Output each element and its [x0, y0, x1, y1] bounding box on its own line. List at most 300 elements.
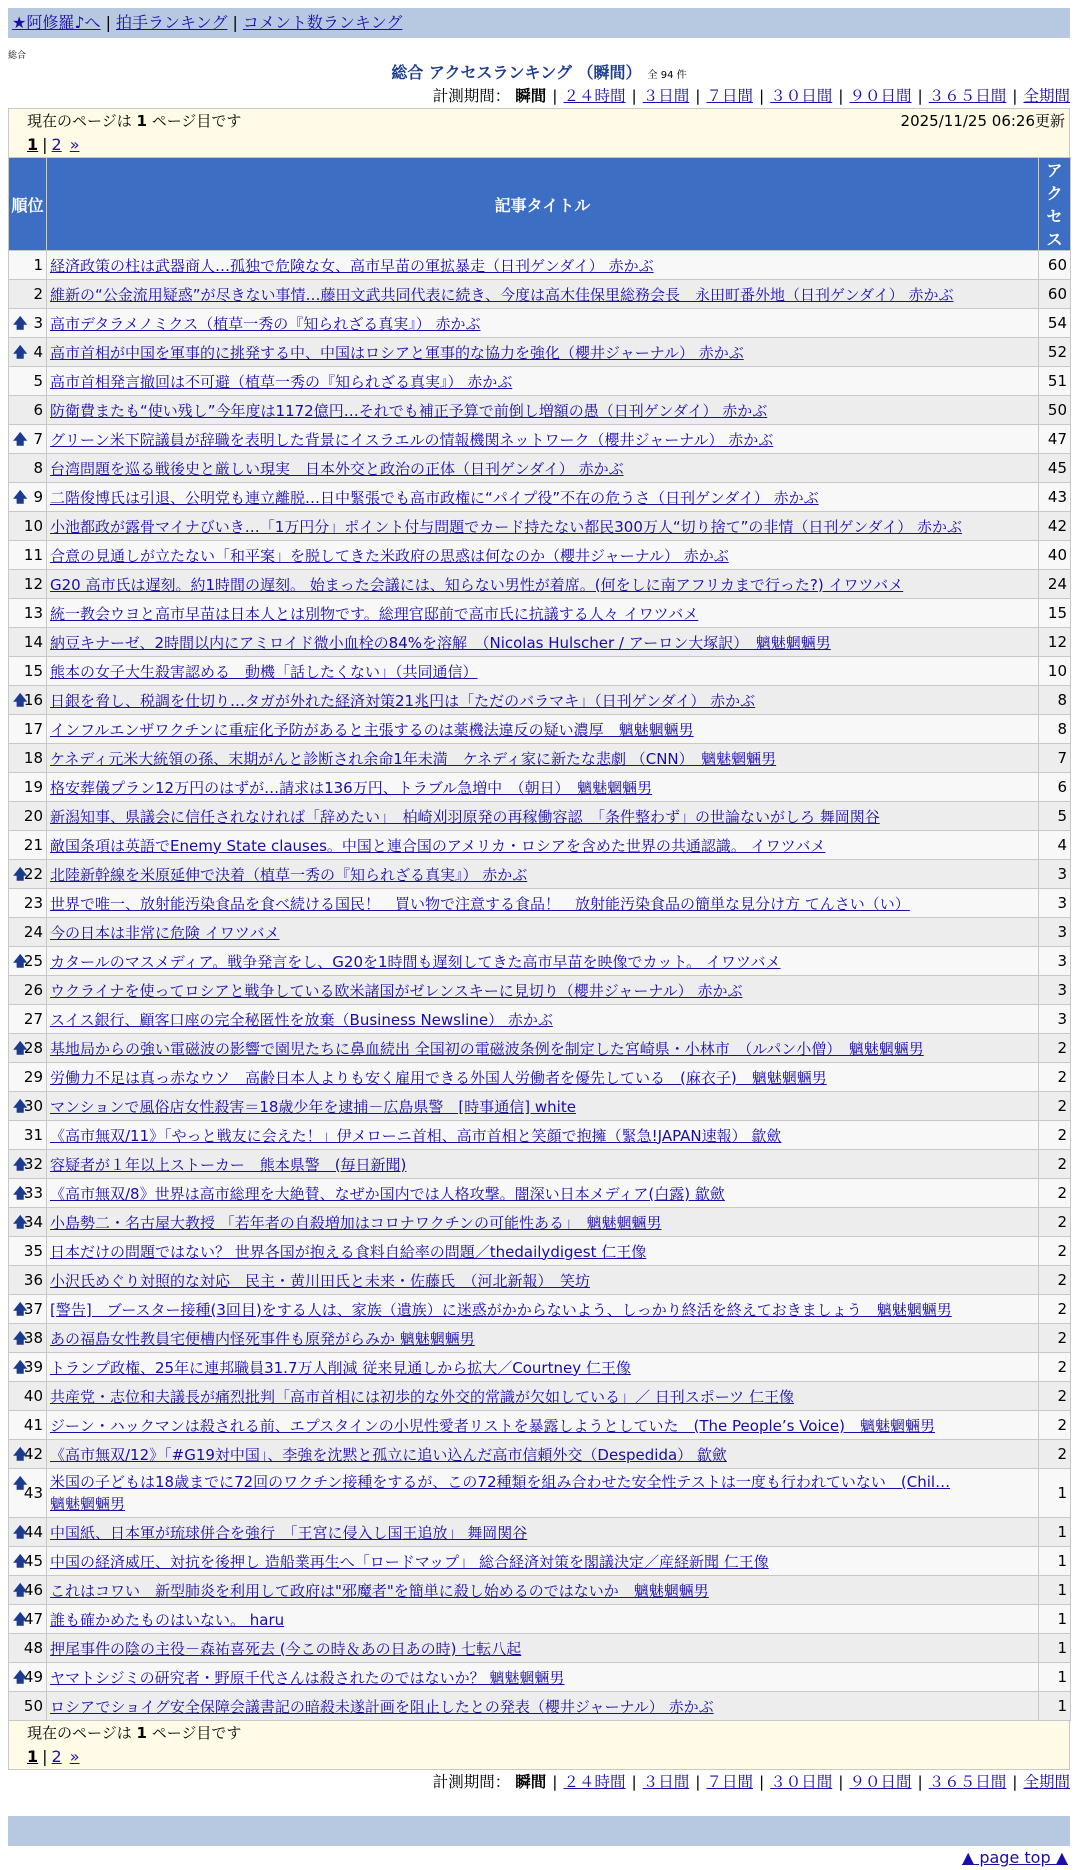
- article-link[interactable]: ジーン・ハックマンは殺される前、エプスタインの小児性愛者リストを暴露しようとしていた (The People’s Voice) 魑魅魍魎男: [50, 1416, 935, 1435]
- title-header: 記事タイトル: [47, 158, 1039, 251]
- access-count: 40: [1039, 541, 1071, 570]
- access-count: 52: [1039, 338, 1071, 367]
- rank-cell: [9, 512, 47, 541]
- access-count: 1: [1039, 1663, 1071, 1692]
- access-count: 45: [1039, 454, 1071, 483]
- footer-bar: [8, 1816, 1070, 1846]
- title-cell: [47, 1634, 1039, 1663]
- article-link[interactable]: 熊本の女子大生殺害認める 動機「話したくない」（共同通信）: [50, 662, 478, 681]
- rank-number: 29: [23, 1068, 43, 1086]
- table-row: [9, 947, 1071, 976]
- rank-cell: [9, 1692, 47, 1721]
- page-info-bottom: [8, 1721, 1070, 1770]
- title-cell: [47, 1208, 1039, 1237]
- access-count: 60: [1039, 280, 1071, 309]
- article-link[interactable]: 世界で唯一、放射能汚染食品を食べ続ける国民！ 買い物で注意する食品！ 放射能汚染食品の簡単な見分け方 てんさい（い）: [50, 894, 910, 913]
- title-cell: [47, 1324, 1039, 1353]
- period-label: 計測期間：: [432, 1773, 511, 1791]
- nav-separator: |: [105, 13, 111, 32]
- article-link[interactable]: ケネディ元米大統領の孫、末期がんと診断され余命1年未満 ケネディ家に新たな悲劇 （CNN） 魑魅魍魎男: [50, 749, 777, 768]
- title-cell: [47, 1005, 1039, 1034]
- period-current: 瞬間: [515, 87, 547, 105]
- rank-cell: [9, 251, 47, 280]
- rank-cell: [9, 1663, 47, 1692]
- rank-cell: [9, 715, 47, 744]
- access-count: 8: [1039, 686, 1071, 715]
- access-count: 2: [1039, 1121, 1071, 1150]
- rank-cell: [9, 1324, 47, 1353]
- table-row: [9, 1576, 1071, 1605]
- period-current: 瞬間: [515, 1773, 547, 1791]
- article-link[interactable]: 労働力不足は真っ赤なウソ 高齢日本人よりも安く雇用できる外国人労働者を優先している (麻衣子) 魑魅魍魎男: [50, 1068, 827, 1087]
- title-cell: [47, 860, 1039, 889]
- rank-cell: [9, 1576, 47, 1605]
- title-cell: [47, 802, 1039, 831]
- table-row: [9, 628, 1071, 657]
- access-count: 3: [1039, 976, 1071, 1005]
- article-link[interactable]: 小島勢二・名古屋大教授 「若年者の自殺増加はコロナワクチンの可能性ある」 魑魅魍魎男: [50, 1213, 662, 1232]
- rank-cell: [9, 628, 47, 657]
- period-3d-link[interactable]: ３日間: [642, 87, 690, 105]
- table-row: [9, 1663, 1071, 1692]
- title-cell: [47, 425, 1039, 454]
- article-link[interactable]: これはコワい 新型肺炎を利用して政府は"邪魔者"を簡単に殺し始めるのではないか 魑魅魍魎男: [50, 1581, 709, 1600]
- table-row: [9, 744, 1071, 773]
- period-7d-link[interactable]: ７日間: [706, 1773, 753, 1791]
- period-30d-link[interactable]: ３０日間: [770, 1773, 833, 1791]
- rank-number: 39: [23, 1358, 43, 1376]
- up-arrow-icon: 🡅: [13, 1525, 28, 1541]
- rank-cell: [9, 541, 47, 570]
- rank-cell: [9, 1237, 47, 1266]
- page-top-link[interactable]: ▲ page top ▲: [961, 1848, 1068, 1867]
- rank-number: 19: [23, 778, 43, 796]
- table-row: [9, 715, 1071, 744]
- article-link[interactable]: ヤマトシジミの研究者・野原千代さんは殺されたのではないか？ 魑魅魍魎男: [50, 1668, 565, 1687]
- period-30d-link[interactable]: ３０日間: [770, 87, 833, 105]
- table-row: [9, 1518, 1071, 1547]
- pager-page-2[interactable]: 2: [51, 1747, 62, 1766]
- title-cell: [47, 1295, 1039, 1324]
- rank-number: 40: [23, 1387, 43, 1405]
- article-link[interactable]: 今の日本は非常に危険 イワツバメ: [50, 923, 280, 942]
- article-link[interactable]: 《高市無双/12》「#G19対中国」、李強を沈黙と孤立に追い込んだ高市信頼外交（Despedida） 歙歛: [50, 1445, 727, 1464]
- article-link[interactable]: 北陸新幹線を米原延伸で決着（植草一秀の『知られざる真実』） 赤かぶ: [50, 865, 528, 884]
- title-cell: [47, 338, 1039, 367]
- article-link[interactable]: ロシアでショイグ安全保障会議書記の暗殺未遂計画を阻止したとの発表（櫻井ジャーナル） 赤かぶ: [50, 1697, 714, 1716]
- article-link[interactable]: 合意の見通しが立たない「和平案」を脱してきた米政府の思惑は何なのか（櫻井ジャーナル） 赤かぶ: [50, 546, 729, 565]
- table-row: [9, 338, 1071, 367]
- title-cell: [47, 1179, 1039, 1208]
- article-link[interactable]: 中国の経済威圧、対抗を後押し 造船業再生へ「ロードマップ」 総合経済対策を閣議決定／産経新聞 仁王像: [50, 1552, 769, 1571]
- table-row: [9, 1063, 1071, 1092]
- article-link[interactable]: 防衛費またも“使い残し”今年度は1172億円…それでも補正予算で前倒し増額の愚（日刊ゲンダイ） 赤かぶ: [50, 401, 768, 420]
- title-cell: [47, 1237, 1039, 1266]
- period-selector-top: 計測期間： 瞬間 | ２４時間 | ３日間 | ７日間 | ３０日間 | ９０日間 | ３６５日間 | 全期間: [432, 87, 1070, 105]
- article-link[interactable]: 誰も確かめたものはいない。 haru: [50, 1610, 285, 1629]
- rank-cell: [9, 686, 47, 715]
- rank-cell: [9, 280, 47, 309]
- article-link[interactable]: 経済政策の柱は武器商人…孤独で危険な女、高市早苗の軍拡暴走（日刊ゲンダイ） 赤かぶ: [50, 256, 654, 275]
- access-count: 2: [1039, 1353, 1071, 1382]
- title-cell: [47, 744, 1039, 773]
- period-90d-link[interactable]: ９０日間: [849, 87, 912, 105]
- title-cell: [47, 1382, 1039, 1411]
- period-selector-bottom: 計測期間： 瞬間 | ２４時間 | ３日間 | ７日間 | ３０日間 | ９０日間 | ３６５日間 | 全期間: [432, 1773, 1070, 1791]
- rank-cell: [9, 657, 47, 686]
- pager-page-1[interactable]: 1: [27, 1747, 39, 1766]
- table-row: [9, 1092, 1071, 1121]
- rank-cell: [9, 367, 47, 396]
- table-row: [9, 280, 1071, 309]
- table-row: [9, 570, 1071, 599]
- pager-next[interactable]: »: [69, 135, 80, 154]
- access-count: 5: [1039, 802, 1071, 831]
- rank-cell: [9, 889, 47, 918]
- rank-cell: [9, 454, 47, 483]
- up-arrow-icon: 🡅: [13, 316, 28, 332]
- access-count: 2: [1039, 1237, 1071, 1266]
- access-count: 2: [1039, 1034, 1071, 1063]
- updated-timestamp: 2025/11/25 06:26更新: [900, 112, 1065, 130]
- title-cell: [47, 657, 1039, 686]
- period-365d-link[interactable]: ３６５日間: [928, 1773, 1007, 1791]
- up-arrow-icon: 🡅: [13, 1554, 28, 1570]
- up-arrow-icon: 🡅: [13, 490, 28, 506]
- table-row: [9, 1547, 1071, 1576]
- rank-cell: [9, 976, 47, 1005]
- title-cell: [47, 831, 1039, 860]
- access-count: 3: [1039, 1005, 1071, 1034]
- article-link[interactable]: 中国紙、日本軍が琉球併合を強行 「王宮に侵入し国王追放」 舞岡関谷: [50, 1523, 528, 1542]
- rank-number: 4: [33, 343, 43, 361]
- article-link[interactable]: トランプ政権、25年に連邦職員31.7万人削減 従来見通しから拡大／Courtney 仁王像: [50, 1358, 631, 1377]
- rank-cell: [9, 396, 47, 425]
- period-all-link[interactable]: 全期間: [1023, 87, 1070, 105]
- article-link[interactable]: インフルエンザワクチンに重症化予防があると主張するのは薬機法違反の疑い濃厚 魑魅魍魎男: [50, 720, 694, 739]
- title-cell: [47, 1576, 1039, 1605]
- rank-cell: [9, 1295, 47, 1324]
- rank-number: 32: [23, 1155, 43, 1173]
- up-arrow-icon: 🡅: [13, 1041, 28, 1057]
- home-link[interactable]: ★阿修羅♪へ: [12, 13, 101, 32]
- table-row: [9, 367, 1071, 396]
- rank-number: 42: [23, 1445, 43, 1463]
- table-row: [9, 1605, 1071, 1634]
- rank-number: 49: [23, 1668, 43, 1686]
- access-count: 54: [1039, 309, 1071, 338]
- table-row: [9, 1005, 1071, 1034]
- article-link[interactable]: カタールのマスメディア。戦争発言をし、G20を1時間も遅刻してきた高市早苗を映像でカット。 イワツバメ: [50, 952, 781, 971]
- title-cell: [47, 1353, 1039, 1382]
- access-count: 1: [1039, 1576, 1071, 1605]
- title-cell: [47, 1692, 1039, 1721]
- rank-cell: [9, 599, 47, 628]
- access-count: 2: [1039, 1295, 1071, 1324]
- rank-number: 48: [23, 1639, 43, 1657]
- rank-number: 14: [23, 633, 43, 651]
- rank-number: 50: [23, 1697, 43, 1715]
- title-cell: [47, 1411, 1039, 1440]
- article-link[interactable]: [警告] ブースター接種(3回目)をする人は、家族（遺族）に迷惑がかからないよう、しっかり終活を終えておきましょう 魑魅魍魎男: [50, 1300, 952, 1319]
- title-cell: [47, 976, 1039, 1005]
- rank-cell: [9, 1547, 47, 1576]
- access-count: 2: [1039, 1092, 1071, 1121]
- rank-number: 5: [33, 372, 43, 390]
- rank-cell: [9, 1092, 47, 1121]
- rank-number: 11: [23, 546, 43, 564]
- table-row: [9, 918, 1071, 947]
- rank-number: 38: [23, 1329, 43, 1347]
- rank-cell: [9, 802, 47, 831]
- article-link[interactable]: 《高市無双/8》世界は高市総理を大絶賛、なぜか国内では人格攻撃。闇深い日本メディア(白露) 歙歛: [50, 1184, 725, 1203]
- rank-number: 20: [23, 807, 43, 825]
- article-link[interactable]: 小池都政が露骨マイナびいき…「1万円分」ポイント付与問題でカード持たない都民300万人“切り捨て”の非情（日刊ゲンダイ） 赤かぶ: [50, 517, 962, 536]
- title-cell: [47, 1469, 1039, 1518]
- rank-cell: [9, 1440, 47, 1469]
- access-count: 8: [1039, 715, 1071, 744]
- period-3d-link[interactable]: ３日間: [642, 1773, 690, 1791]
- access-count: 1: [1039, 1518, 1071, 1547]
- table-row: [9, 1208, 1071, 1237]
- article-link[interactable]: グリーン米下院議員が辞職を表明した背景にイスラエルの情報機関ネットワーク（櫻井ジャーナル） 赤かぶ: [50, 430, 774, 449]
- rank-cell: [9, 425, 47, 454]
- access-count: 2: [1039, 1382, 1071, 1411]
- title-cell: [47, 686, 1039, 715]
- table-row: [9, 541, 1071, 570]
- article-link[interactable]: 新潟知事、県議会に信任されなければ「辞めたい」 柏崎刈羽原発の再稼働容認 「条件整わず」の世論ないがしろ 舞岡関谷: [50, 807, 880, 826]
- rank-number: 25: [23, 952, 43, 970]
- rank-number: 43: [23, 1484, 43, 1502]
- table-row: [9, 1295, 1071, 1324]
- pager-bottom: 1 | 2 »: [27, 1747, 80, 1766]
- rank-number: 1: [33, 256, 43, 274]
- article-link[interactable]: 高市首相が中国を軍事的に挑発する中、中国はロシアと軍事的な協力を強化（櫻井ジャーナル） 赤かぶ: [50, 343, 744, 362]
- access-count: 2: [1039, 1150, 1071, 1179]
- rank-number: 28: [23, 1039, 43, 1057]
- article-link[interactable]: スイス銀行、顧客口座の完全秘匿性を放棄（Business Newsline） 赤かぶ: [50, 1010, 553, 1029]
- table-row: [9, 1237, 1071, 1266]
- nav-separator: |: [232, 13, 238, 32]
- title-cell: [47, 396, 1039, 425]
- period-24h-link[interactable]: ２４時間: [563, 1773, 626, 1791]
- ranking-table: [8, 157, 1071, 1721]
- pager-page-2[interactable]: 2: [51, 135, 62, 154]
- title-cell: [47, 1150, 1039, 1179]
- article-link[interactable]: 日本だけの問題ではない？ 世界各国が抱える食料自給率の問題／thedailydigest 仁王像: [50, 1242, 647, 1261]
- rank-cell: [9, 1063, 47, 1092]
- access-count: 51: [1039, 367, 1071, 396]
- rank-number: 2: [33, 285, 43, 303]
- period-90d-link[interactable]: ９０日間: [849, 1773, 912, 1791]
- title-cell: [47, 1518, 1039, 1547]
- period-7d-link[interactable]: ７日間: [706, 87, 753, 105]
- rank-number: 31: [23, 1126, 43, 1144]
- rank-number: 13: [23, 604, 43, 622]
- title-cell: [47, 1092, 1039, 1121]
- article-link[interactable]: 二階俊博氏は引退、公明党も連立離脱…日中緊張でも高市政権に“パイプ役”不在の危うさ（日刊ゲンダイ） 赤かぶ: [50, 488, 819, 507]
- title-cell: [47, 1440, 1039, 1469]
- article-link[interactable]: 維新の“公金流用疑惑”が尽きない事情…藤田文武共同代表に続き、今度は高木佳保里総務会長 永田町番外地（日刊ゲンダイ） 赤かぶ: [50, 285, 954, 304]
- period-all-link[interactable]: 全期間: [1023, 1773, 1070, 1791]
- access-count: 15: [1039, 599, 1071, 628]
- rank-number: 35: [23, 1242, 43, 1260]
- access-count: 47: [1039, 425, 1071, 454]
- rank-number: 41: [23, 1416, 43, 1434]
- title-cell: [47, 918, 1039, 947]
- article-author-link[interactable]: 魑魅魍魎男: [50, 1495, 126, 1513]
- title-cell: [47, 947, 1039, 976]
- access-count: 1: [1039, 1692, 1071, 1721]
- rank-number: 36: [23, 1271, 43, 1289]
- table-row: [9, 425, 1071, 454]
- article-link[interactable]: 統一教会ウヨと高市早苗は日本人とは別物です。総理官邸前で高市氏に抗議する人々 イワツバメ: [50, 604, 699, 623]
- title-cell: [47, 715, 1039, 744]
- rank-number: 15: [23, 662, 43, 680]
- access-count: 6: [1039, 773, 1071, 802]
- rank-number: 21: [23, 836, 43, 854]
- table-row: [9, 1121, 1071, 1150]
- access-count: 1: [1039, 1547, 1071, 1576]
- table-row: [9, 860, 1071, 889]
- rank-cell: [9, 918, 47, 947]
- rank-number: 33: [23, 1184, 43, 1202]
- article-link[interactable]: 小沢氏めぐり対照的な対応 民主・黄川田氏と未来・佐藤氏 （河北新報） 笑坊: [50, 1271, 591, 1290]
- rank-number: 3: [33, 314, 43, 332]
- page-info-top: [8, 108, 1070, 157]
- table-row: [9, 976, 1071, 1005]
- access-count: 3: [1039, 889, 1071, 918]
- table-row: [9, 1150, 1071, 1179]
- table-row: [9, 251, 1071, 280]
- access-count: 2: [1039, 1324, 1071, 1353]
- access-count: 50: [1039, 396, 1071, 425]
- rank-cell: [9, 1179, 47, 1208]
- title-cell: [47, 367, 1039, 396]
- rank-cell: [9, 483, 47, 512]
- rank-number: 30: [23, 1097, 43, 1115]
- up-arrow-icon: 🡅: [13, 1360, 28, 1376]
- table-row: [9, 483, 1071, 512]
- up-arrow-icon: 🡅: [13, 345, 28, 361]
- access-count: 42: [1039, 512, 1071, 541]
- article-link[interactable]: 高市首相発言撤回は不可避（植草一秀の『知られざる真実』） 赤かぶ: [50, 372, 513, 391]
- article-link[interactable]: あの福島女性教員宅便槽内怪死事件も原発がらみか 魑魅魍魎男: [50, 1329, 475, 1348]
- access-count: 1: [1039, 1634, 1071, 1663]
- article-link[interactable]: 押尾事件の陰の主役－森祐喜死去 (今この時＆あの日あの時) 七転八起: [50, 1639, 522, 1658]
- article-link[interactable]: G20 高市氏は遅刻。約1時間の遅刻。 始まった会議には、知らない男性が着席。(何をしに南アフリカまで行った?) イワツバメ: [50, 575, 904, 594]
- rank-cell: [9, 1411, 47, 1440]
- article-link[interactable]: 高市デタラメノミクス（植草一秀の『知られざる真実』） 赤かぶ: [50, 314, 481, 333]
- up-arrow-icon: 🡅: [13, 1612, 28, 1628]
- up-arrow-icon: 🡅: [13, 1215, 28, 1231]
- pager-next[interactable]: »: [69, 1747, 80, 1766]
- table-row: [9, 1179, 1071, 1208]
- article-link[interactable]: 《高市無双/11》「やっと戦友に会えた！」伊メローニ首相、高市首相と笑顔で抱擁（緊急!JAPAN速報） 歙歛: [50, 1126, 782, 1145]
- table-row: [9, 512, 1071, 541]
- rank-number: 46: [23, 1581, 43, 1599]
- article-link[interactable]: 容疑者が１年以上ストーカー 熊本県警 (毎日新聞): [50, 1155, 407, 1174]
- comment-ranking-link[interactable]: コメント数ランキング: [242, 13, 403, 32]
- access-count: 2: [1039, 1440, 1071, 1469]
- article-link[interactable]: 基地局からの強い電磁波の影響で園児たちに鼻血続出 全国初の電磁波条例を制定した宮崎県・小林市 （ルパン小僧） 魑魅魍魎男: [50, 1039, 924, 1058]
- table-row: [9, 802, 1071, 831]
- access-count: 2: [1039, 1179, 1071, 1208]
- access-count: 2: [1039, 1266, 1071, 1295]
- article-link[interactable]: 台湾問題を巡る戦後史と厳しい現実 日本外交と政治の正体（日刊ゲンダイ） 赤かぶ: [50, 459, 624, 478]
- article-link[interactable]: マンションで風俗店女性殺害＝18歳少年を逮捕－広島県警 [時事通信] white: [50, 1097, 576, 1116]
- title-cell: [47, 599, 1039, 628]
- table-row: [9, 1382, 1071, 1411]
- total-count: 全 94 件: [647, 70, 687, 81]
- article-link[interactable]: ウクライナを使ってロシアと戦争している欧米諸国がゼレンスキーに見切り（櫻井ジャーナル） 赤かぶ: [50, 981, 743, 1000]
- article-link[interactable]: 格安葬儀プラン12万円のはずが…請求は136万円、トラブル急増中 （朝日） 魑魅魍魎男: [50, 778, 653, 797]
- up-arrow-icon: 🡅: [13, 954, 28, 970]
- rank-number: 16: [23, 691, 43, 709]
- rank-cell: [9, 1121, 47, 1150]
- period-365d-link[interactable]: ３６５日間: [928, 87, 1007, 105]
- pager-page-1[interactable]: 1: [27, 135, 39, 154]
- title-cell: [47, 1547, 1039, 1576]
- table-row: [9, 1469, 1071, 1518]
- table-row: [9, 831, 1071, 860]
- rank-number: 7: [33, 430, 43, 448]
- rank-number: 8: [33, 459, 43, 477]
- title-cell: [47, 773, 1039, 802]
- article-link[interactable]: 敵国条項は英語でEnemy State clauses。中国と連合国のアメリカ・ロシアを含めた世界の共通認識。 イワツバメ: [50, 836, 826, 855]
- page-title: 総合 アクセスランキング （瞬間）: [391, 63, 642, 82]
- title-cell: [47, 483, 1039, 512]
- up-arrow-icon: 🡅: [13, 1157, 28, 1173]
- rank-number: 45: [23, 1552, 43, 1570]
- up-arrow-icon: 🡅: [13, 693, 28, 709]
- page-info-text: 現在のページは 1 ページ目です: [27, 112, 242, 130]
- access-count: 12: [1039, 628, 1071, 657]
- applause-ranking-link[interactable]: 拍手ランキング: [115, 13, 228, 32]
- rank-cell: [9, 338, 47, 367]
- up-arrow-icon: 🡅: [13, 1670, 28, 1686]
- table-row: [9, 396, 1071, 425]
- rank-header: 順位: [9, 158, 47, 251]
- article-link[interactable]: 日銀を脅し、税調を仕切り…タガが外れた経済対策21兆円は「ただのバラマキ」（日刊ゲンダイ） 赤かぶ: [50, 691, 756, 710]
- rank-number: 18: [23, 749, 43, 767]
- table-row: [9, 1634, 1071, 1663]
- period-24h-link[interactable]: ２４時間: [563, 87, 626, 105]
- period-label: 計測期間：: [432, 87, 511, 105]
- access-count: 43: [1039, 483, 1071, 512]
- rank-cell: [9, 309, 47, 338]
- table-row: [9, 1034, 1071, 1063]
- access-count: 10: [1039, 657, 1071, 686]
- article-link[interactable]: 米国の子どもは18歳までに72回のワクチン接種をするが、この72種類を組み合わせた安全性テストは一度も行われていない (Chil…: [50, 1473, 951, 1491]
- article-link[interactable]: 納豆キナーゼ、2時間以内にアミロイド微小血栓の84%を溶解 （Nicolas Hulscher / アーロン大塚訳） 魑魅魍魎男: [50, 633, 831, 652]
- rank-number: 34: [23, 1213, 43, 1231]
- top-nav-bar: [8, 8, 1070, 38]
- page-info-text: 現在のページは 1 ページ目です: [27, 1724, 242, 1742]
- rank-cell: [9, 1208, 47, 1237]
- table-row: [9, 686, 1071, 715]
- rank-number: 10: [23, 517, 43, 535]
- title-cell: [47, 570, 1039, 599]
- access-count: 60: [1039, 251, 1071, 280]
- access-count: 24: [1039, 570, 1071, 599]
- rank-number: 47: [23, 1610, 43, 1628]
- rank-cell: [9, 773, 47, 802]
- access-count: 3: [1039, 947, 1071, 976]
- article-link[interactable]: 共産党・志位和夫議長が痛烈批判「高市首相には初歩的な外交的常識が欠如している」／ 日刊スポーツ 仁王像: [50, 1387, 794, 1406]
- access-count: 7: [1039, 744, 1071, 773]
- table-row: [9, 1411, 1071, 1440]
